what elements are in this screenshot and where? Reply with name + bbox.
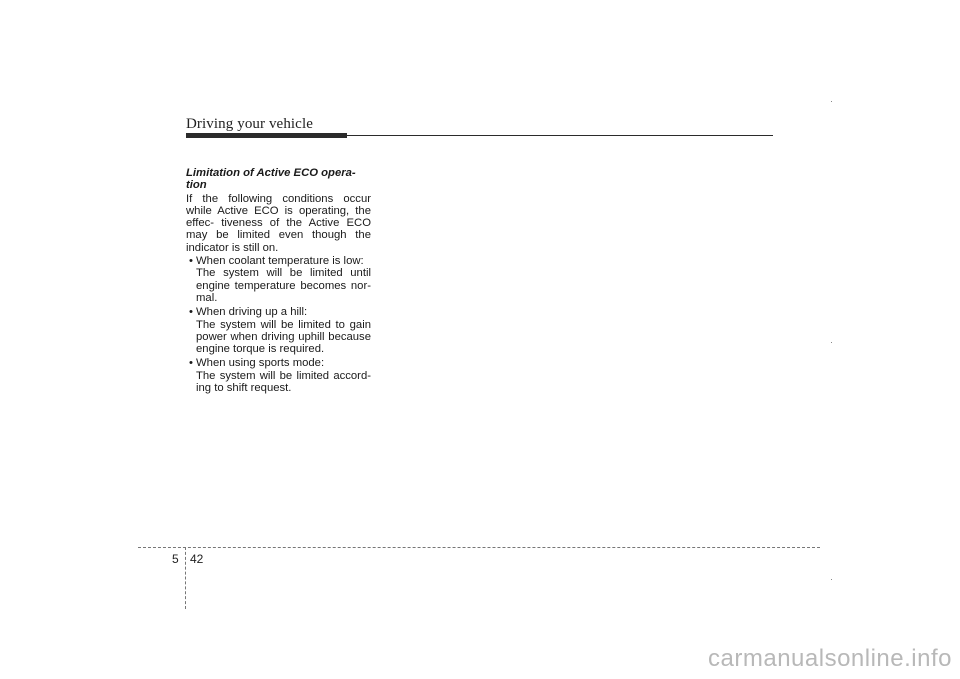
page-header-title: Driving your vehicle [186, 116, 313, 132]
section-intro: If the following conditions occur while Active ECO is operating, the effec- tiveness of the Active ECO may be limited even though the indicator is still on. [186, 192, 371, 254]
item-description: The system will be limited accord- ing to shift request. [196, 369, 371, 395]
list-item [186, 306, 371, 355]
item-label: When coolant temperature is low: [196, 255, 364, 268]
item-label: When driving up a hill: [196, 306, 308, 319]
crop-mark [831, 579, 832, 580]
section-number: 5 [172, 552, 179, 566]
footer-rule [138, 547, 820, 548]
item-description: The system will be limited to gain power when driving uphill because engine torque is required. [196, 318, 371, 356]
content-column [186, 167, 371, 396]
footer-divider [185, 547, 186, 609]
header-rule-thin [347, 135, 773, 136]
bullet-icon: • [189, 306, 193, 319]
bullet-icon: • [189, 357, 193, 370]
header-rule-thick [186, 133, 347, 138]
bullet-icon: • [189, 255, 193, 268]
page-number: 42 [190, 552, 204, 566]
section-title: Limitation of Active ECO opera- tion [186, 167, 356, 192]
list-item [186, 357, 371, 394]
list-item [186, 255, 371, 304]
crop-mark [831, 101, 832, 102]
item-label: When using sports mode: [196, 357, 325, 370]
item-description: The system will be limited until engine temperature becomes nor- mal. [196, 267, 371, 304]
condition-list [186, 255, 371, 394]
watermark-text: carmanualsonline.info [708, 645, 952, 672]
crop-mark [831, 342, 832, 343]
